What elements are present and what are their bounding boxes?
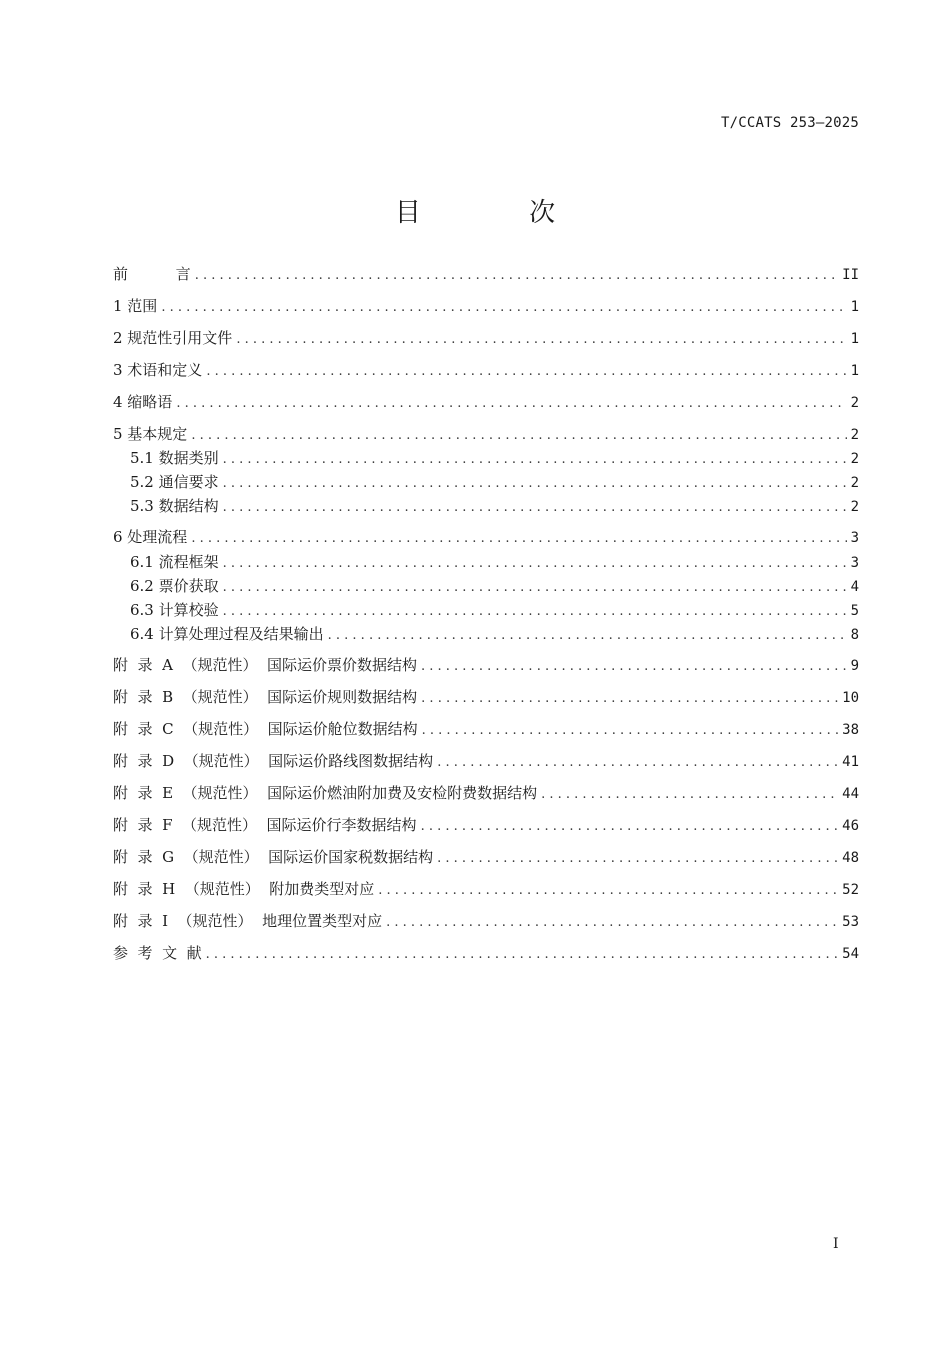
dot-leader <box>161 297 846 319</box>
toc-entry-label: 附 录 C （规范性） 国际运价舱位数据结构 <box>113 720 418 738</box>
toc-entry-label: 附 录 A （规范性） 国际运价票价数据结构 <box>113 656 417 674</box>
toc-entry-5-3[interactable] <box>130 495 859 517</box>
toc-entry-page: 5 <box>850 603 859 619</box>
toc-entry-page: 10 <box>842 690 859 706</box>
toc-entry-label: 5.3 数据结构 <box>130 497 219 515</box>
toc-entry-page: 2 <box>850 427 859 443</box>
toc-entry-page: 1 <box>850 331 859 347</box>
toc-entry-appendix-c[interactable] <box>113 718 859 740</box>
toc-entry-label: 附 录 D （规范性） 国际运价路线图数据结构 <box>113 752 434 770</box>
toc-entry-appendix-e[interactable] <box>113 782 859 804</box>
toc-entry-page: 53 <box>842 914 859 930</box>
toc-entry-page: 8 <box>850 627 859 643</box>
dot-leader <box>191 425 846 447</box>
toc-entry-6-1[interactable] <box>130 551 859 573</box>
dot-leader <box>223 553 847 575</box>
toc-entry-label: 前 言 <box>113 265 191 283</box>
toc-entry-6[interactable] <box>113 526 859 548</box>
toc-entry-5-1[interactable] <box>130 447 859 469</box>
dot-leader <box>195 265 838 287</box>
dot-leader <box>422 720 839 742</box>
dot-leader <box>437 848 838 870</box>
toc-entry-3[interactable] <box>113 359 859 381</box>
document-code: T/CCATS 253—2025 <box>720 115 859 131</box>
dot-leader <box>421 816 839 838</box>
toc-entry-bibliography[interactable] <box>113 942 859 964</box>
toc-entry-foreword[interactable] <box>113 263 859 285</box>
toc-entry-label: 1 范围 <box>113 297 158 315</box>
dot-leader <box>541 784 838 806</box>
dot-leader <box>378 880 838 902</box>
toc-entry-page: 4 <box>850 579 859 595</box>
toc-entry-page: 2 <box>850 395 859 411</box>
toc-entry-label: 2 规范性引用文件 <box>113 329 233 347</box>
toc-entry-appendix-g[interactable] <box>113 846 859 868</box>
toc-entry-page: 1 <box>850 299 859 315</box>
toc-entry-appendix-h[interactable] <box>113 878 859 900</box>
dot-leader <box>191 528 846 550</box>
dot-leader <box>206 944 839 966</box>
toc-entry-label: 6.3 计算校验 <box>130 601 219 619</box>
toc-entry-page: 48 <box>842 850 859 866</box>
toc-entry-label: 3 术语和定义 <box>113 361 203 379</box>
toc-entry-appendix-b[interactable] <box>113 686 859 708</box>
dot-leader <box>223 473 847 495</box>
toc-entry-1[interactable] <box>113 295 859 317</box>
toc-entry-label: 附 录 H （规范性） 附加费类型对应 <box>113 880 375 898</box>
dot-leader <box>421 656 847 678</box>
toc-entry-4[interactable] <box>113 391 859 413</box>
toc-entry-label: 参 考 文 献 <box>113 944 202 962</box>
toc-entry-label: 5.2 通信要求 <box>130 473 219 491</box>
dot-leader <box>328 625 847 647</box>
toc-entry-appendix-d[interactable] <box>113 750 859 772</box>
dot-leader <box>223 577 847 599</box>
toc-entry-page: 46 <box>842 818 859 834</box>
toc-entry-page: 2 <box>850 475 859 491</box>
toc-entry-label: 附 录 G （规范性） 国际运价国家税数据结构 <box>113 848 434 866</box>
toc-entry-page: 3 <box>850 555 859 571</box>
toc-entry-2[interactable] <box>113 327 859 349</box>
dot-leader <box>236 329 846 351</box>
toc-entry-page: 1 <box>850 363 859 379</box>
toc-title: 目 次 <box>394 198 606 228</box>
toc-entry-page: 41 <box>842 754 859 770</box>
toc-entry-5-2[interactable] <box>130 471 859 493</box>
dot-leader <box>386 912 838 934</box>
toc-entry-label: 5.1 数据类别 <box>130 449 219 467</box>
toc-entry-page: 44 <box>842 786 859 802</box>
toc-entry-label: 附 录 E （规范性） 国际运价燃油附加费及安检附费数据结构 <box>113 784 538 802</box>
dot-leader <box>223 449 847 471</box>
toc-entry-label: 6.1 流程框架 <box>130 553 219 571</box>
dot-leader <box>437 752 838 774</box>
toc-entry-label: 附 录 B （规范性） 国际运价规则数据结构 <box>113 688 418 706</box>
toc-entry-6-3[interactable] <box>130 599 859 621</box>
toc-entry-page: 9 <box>850 658 859 674</box>
dot-leader <box>176 393 846 415</box>
toc-entry-appendix-i[interactable] <box>113 910 859 932</box>
toc-entry-appendix-a[interactable] <box>113 654 859 676</box>
toc-entry-page: II <box>842 267 859 283</box>
toc-entry-6-2[interactable] <box>130 575 859 597</box>
toc-entry-label: 6.2 票价获取 <box>130 577 219 595</box>
toc-entry-label: 附 录 I （规范性） 地理位置类型对应 <box>113 912 383 930</box>
dot-leader <box>223 601 847 623</box>
toc-entry-page: 38 <box>842 722 859 738</box>
toc-entry-6-4[interactable] <box>130 623 859 645</box>
page-number: I <box>833 1236 839 1252</box>
toc-entry-label: 6.4 计算处理过程及结果输出 <box>130 625 324 643</box>
dot-leader <box>206 361 846 383</box>
toc-entry-appendix-f[interactable] <box>113 814 859 836</box>
dot-leader <box>421 688 838 710</box>
toc-entry-label: 5 基本规定 <box>113 425 188 443</box>
toc-entry-page: 52 <box>842 882 859 898</box>
toc-entry-page: 54 <box>842 946 859 962</box>
toc-entry-label: 附 录 F （规范性） 国际运价行李数据结构 <box>113 816 417 834</box>
toc-entry-page: 3 <box>850 530 859 546</box>
toc-entry-label: 6 处理流程 <box>113 528 188 546</box>
dot-leader <box>223 497 847 519</box>
toc-entry-page: 2 <box>850 499 859 515</box>
toc-entry-page: 2 <box>850 451 859 467</box>
toc-entry-5[interactable] <box>113 423 859 445</box>
toc-entry-label: 4 缩略语 <box>113 393 173 411</box>
